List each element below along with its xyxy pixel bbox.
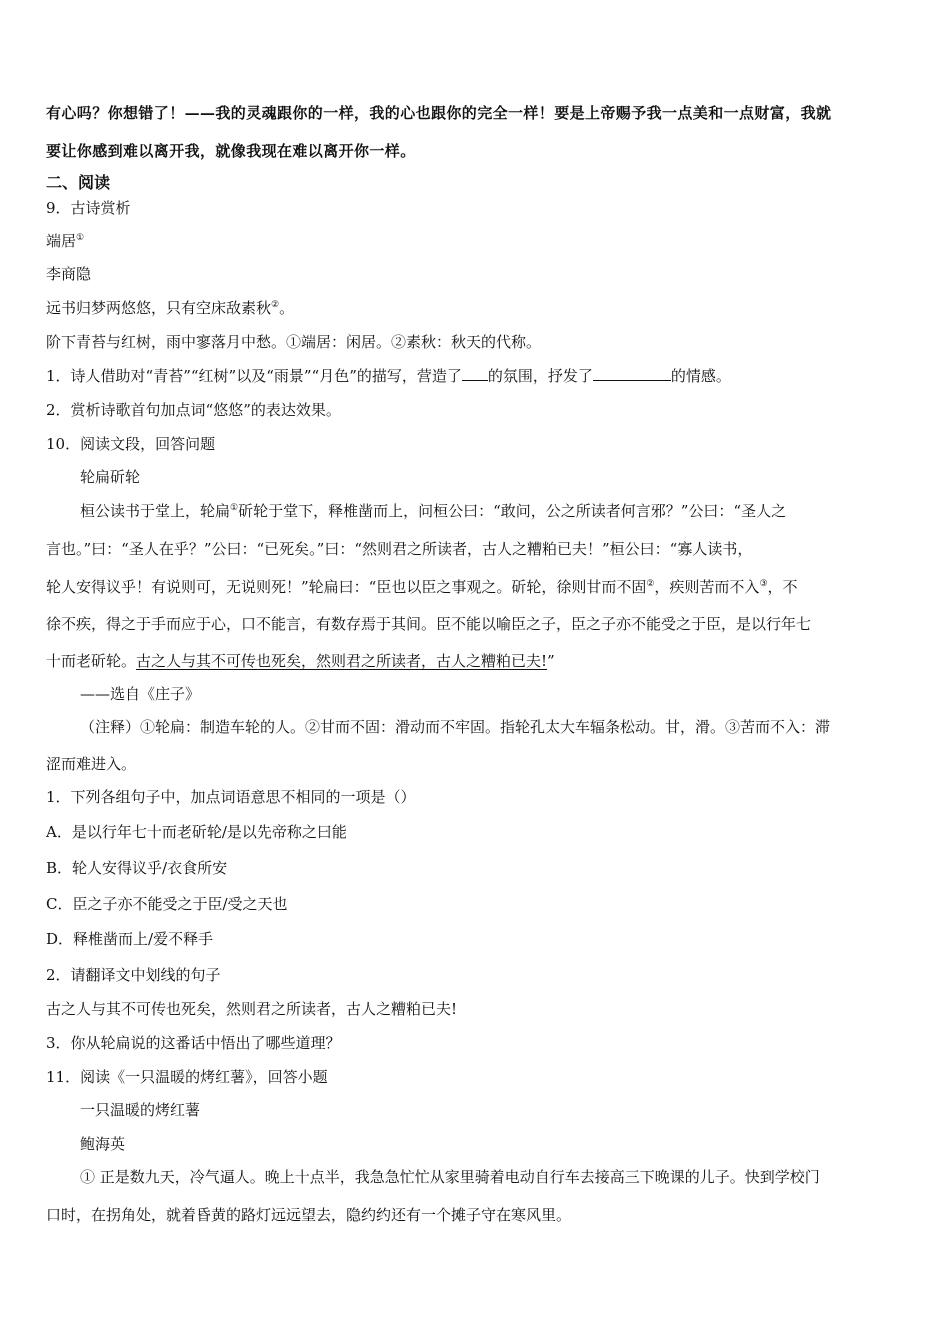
passage-text: 十而老斫轮。 — [46, 652, 137, 670]
q10-passage-line-1 — [80, 501, 786, 521]
answer-blank-2[interactable] — [593, 366, 671, 381]
q10-option-d[interactable]: D．释椎凿而上/爱不释手 — [46, 930, 214, 948]
q10-option-a[interactable]: A．是以行年七十而老斫轮/是以先帝称之曰能 — [46, 823, 347, 841]
passage-text: ” — [547, 652, 555, 670]
q11-passage-title: 一只温暖的烤红薯 — [80, 1101, 201, 1119]
poem-title-text: 端居 — [46, 232, 77, 250]
sub1-text-a: 1．诗人借助对“青苔”“红树”以及“雨景”“月色”的描写，营造了 — [46, 367, 462, 385]
q9-heading: 9．古诗赏析 — [46, 199, 131, 217]
prev-excerpt-line-1: 有心吗？你想错了！——我的灵魂跟你的一样，我的心也跟你的完全一样！要是上帝赐予我一点美和一点财富，我就 — [46, 104, 832, 122]
q9-poem-line-2: 阶下青苔与红树，雨中寥落月中愁。①端居：闲居。②素秋：秋天的代称。 — [46, 333, 542, 351]
q11-heading: 11．阅读《一只温暖的烤红薯》，回答小题 — [46, 1068, 328, 1086]
poem-line-end: 。 — [279, 299, 295, 317]
footnote-marker: ① — [76, 233, 85, 243]
passage-text: 轮人安得议乎！有说则可，无说则死！”轮扁曰：“臣也以臣之事观之。斫轮，徐则甘而不固 — [46, 578, 647, 596]
q11-passage-author: 鲍海英 — [80, 1135, 126, 1153]
footnote-marker: ① — [230, 503, 239, 513]
underlined-sentence: 古之人与其不可传也死矣，然则君之所读者，古人之糟粕已夫! — [136, 652, 548, 670]
q9-sub-question-1 — [46, 366, 731, 386]
q10-option-c[interactable]: C．臣之子亦不能受之于臣/受之天也 — [46, 895, 288, 913]
passage-text: 桓公读书于堂上，轮扁 — [80, 502, 231, 520]
q10-translate-sentence: 古之人与其不可传也死矣，然则君之所读者，古人之糟粕已夫! — [46, 1000, 458, 1018]
q10-passage-line-4: 徐不疾，得之于手而应于心，口不能言，有数存焉于其间。臣不能以喻臣之子，臣之子亦不能受之于臣，是以行年七 — [46, 615, 812, 633]
q10-sub-question-1: 1．下列各组句子中，加点词语意思不相同的一项是（） — [46, 788, 416, 806]
q9-poem-author: 李商隐 — [46, 265, 92, 283]
q9-sub-question-2: 2．赏析诗歌首句加点词“悠悠”的表达效果。 — [46, 401, 341, 419]
footnote-marker: ② — [271, 300, 280, 310]
poem-line-text: 远书归梦两悠悠，只有空床敌素秋 — [46, 299, 272, 317]
footnote-marker: ② — [646, 579, 655, 589]
passage-text: ，疾则苦而不入 — [654, 578, 760, 596]
passage-text: 斫轮于堂下，释椎凿而上，问桓公曰：“敢问，公之所读者何言邪？”公曰：“圣人之 — [238, 502, 787, 520]
sub1-text-c: 的情感。 — [670, 367, 731, 385]
prev-excerpt-line-2: 要让你感到难以离开我，就像我现在难以离开你一样。 — [46, 142, 416, 160]
q10-heading: 10．阅读文段，回答问题 — [46, 435, 216, 453]
q10-source: ——选自《庄子》 — [80, 685, 201, 703]
answer-blank-1[interactable] — [462, 366, 488, 381]
q10-passage-title: 轮扁斫轮 — [80, 468, 141, 486]
q9-poem-title — [46, 231, 84, 251]
q11-passage-line-2: 口时，在拐角处，就着昏黄的路灯远远望去，隐约约还有一个摊子守在寒风里。 — [46, 1206, 572, 1224]
q11-passage-line-1: ① 正是数九天，冷气逼人。晚上十点半，我急急忙忙从家里骑着电动自行车去接高三下晚课的儿子。快到学校门 — [80, 1168, 820, 1186]
footnote-marker: ③ — [759, 579, 768, 589]
q10-passage-line-5 — [46, 651, 555, 671]
q10-notes-line-2: 涩而难进入。 — [46, 755, 137, 773]
q10-sub-question-3: 3．你从轮扁说的这番话中悟出了哪些道理？ — [46, 1034, 341, 1052]
section-title: 二、阅读 — [46, 173, 111, 192]
q10-sub-question-2: 2．请翻译文中划线的句子 — [46, 966, 221, 984]
q10-passage-line-2: 言也。”曰：“圣人在乎？”公曰：“已死矣。”曰：“然则君之所读者，古人之糟粕已夫！”桓公曰：“寡人读书， — [46, 540, 753, 558]
q10-passage-line-3 — [46, 577, 798, 597]
q10-notes-line-1: （注释）①轮扁：制造车轮的人。②甘而不固：滑动而不牢固。指轮孔太大车辐条松动。甘，滑。③苦而不入：滞 — [80, 718, 831, 736]
sub1-text-b: 的氛围，抒发了 — [487, 367, 593, 385]
passage-text: ，不 — [767, 578, 798, 596]
q9-poem-line-1 — [46, 298, 294, 318]
q10-option-b[interactable]: B．轮人安得议乎/衣食所安 — [46, 859, 228, 877]
